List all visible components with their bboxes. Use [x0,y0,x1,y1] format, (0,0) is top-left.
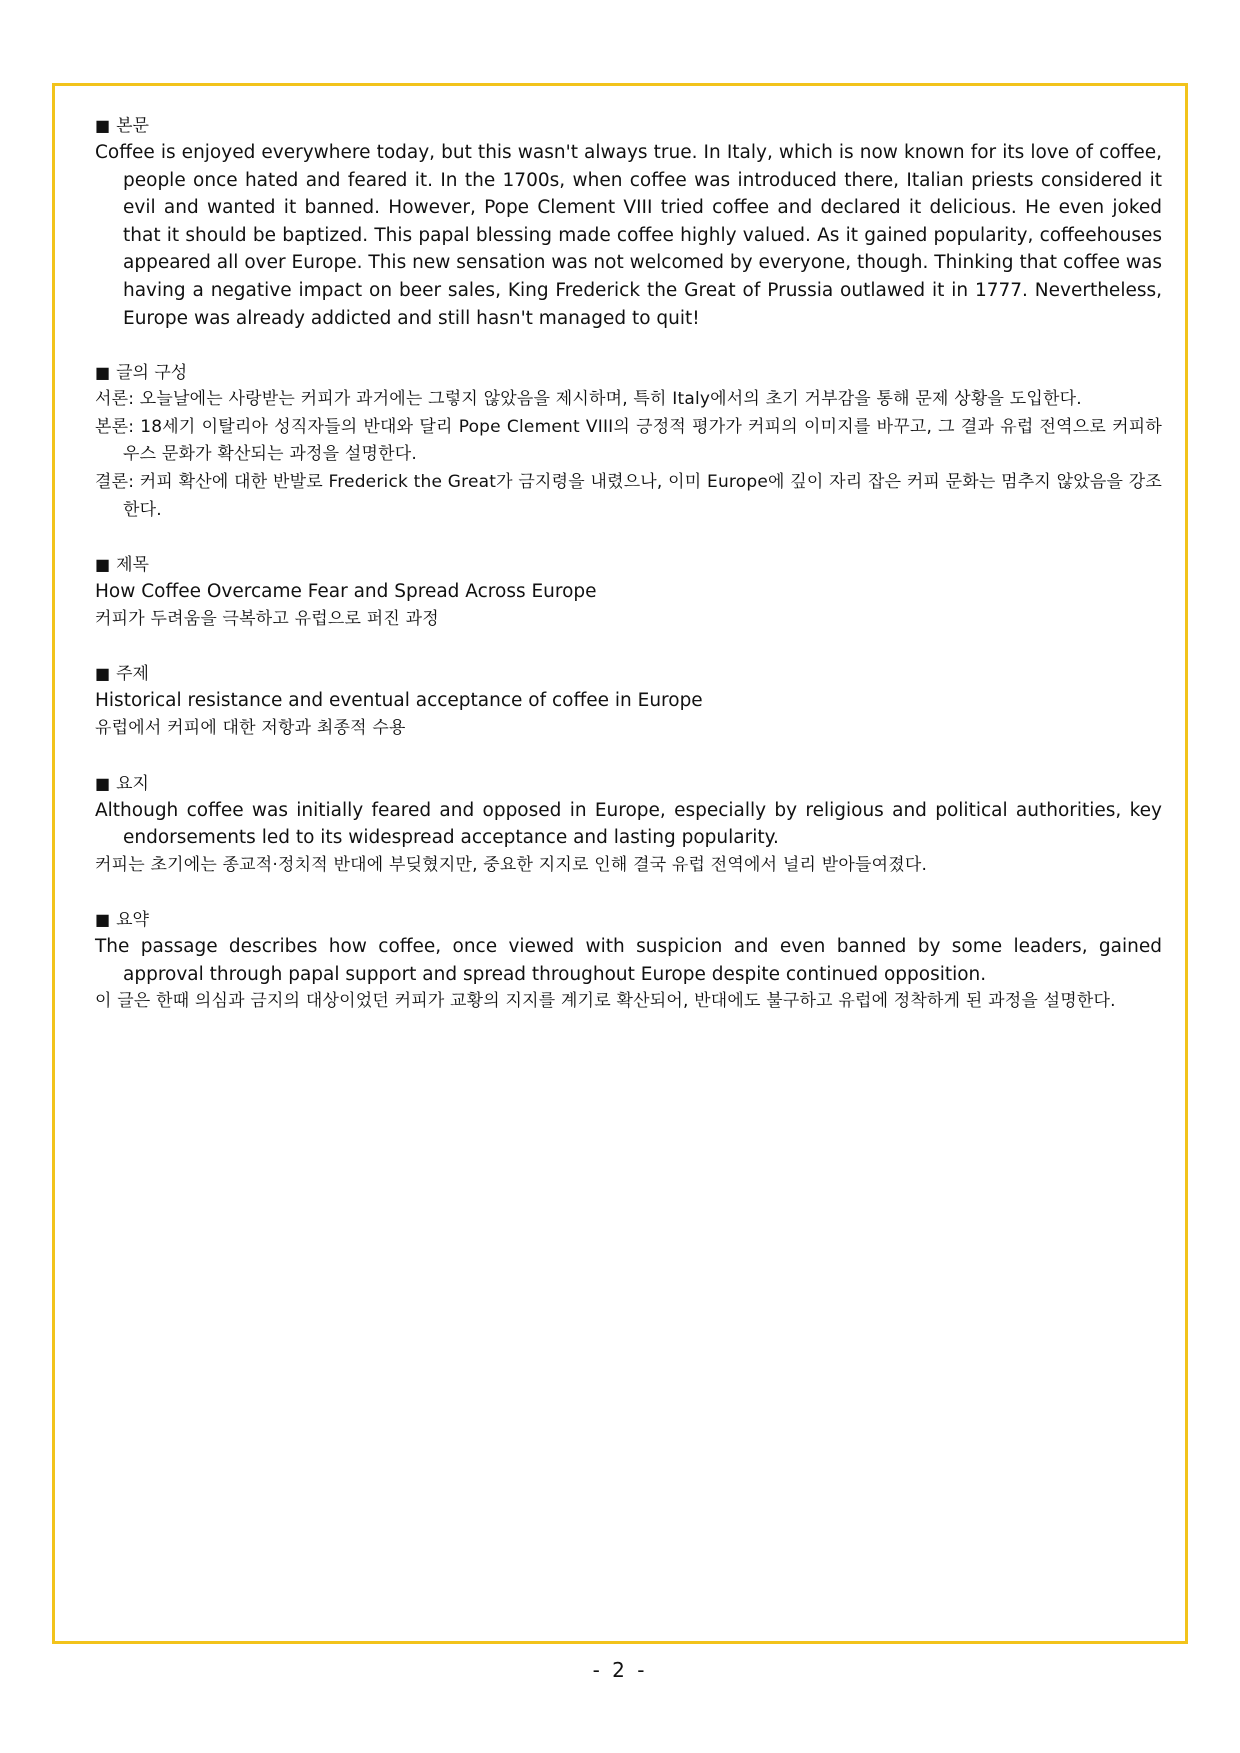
black-square-icon: ■ [95,773,111,793]
section-heading [95,770,1162,797]
title-korean: 커피가 두려움을 극복하고 유럽으로 퍼진 과정 [95,608,439,629]
section-heading [95,359,1162,386]
section-topic [95,660,1162,742]
section-heading [95,551,1162,578]
section-heading [95,906,1162,933]
passage-paragraph: Coffee is enjoyed everywhere today, but this wasn't always true. In Italy, which is now known for its love of coffee, people once hated and feared it. In the 1700s, when coffee was introduced there, Italian priests considered it evil and wanted it banned. However, Pope Clement VIII tried coffee and declared it delicious. He even joked that it should be baptized. This papal blessing made coffee highly valued. As it gained popularity, coffeehouses appeared all over Europe. This new sensation was not welcomed by everyone, though. Thinking that coffee was having a negative impact on beer sales, King Frederick the Great of Prussia outlawed it in 1777. Nevertheless, Europe was already addicted and still hasn't managed to quit! [95,142,1162,329]
section-heading-label: 글의 구성 [116,363,188,384]
summary-english: The passage describes how coffee, once viewed with suspicion and even banned by some leaders, gained approval through papal support and spread throughout Europe despite continued opposition. [95,936,1162,985]
black-square-icon: ■ [95,664,111,684]
structure-conclusion: 결론: 커피 확산에 대한 반발로 Frederick the Great가 금지령을 내렸으나, 이미 Europe에 깊이 자리 잡은 커피 문화는 멈추지 않았음을 강조한다. [95,471,1162,520]
section-body-text [95,112,1162,332]
structure-intro: 서론: 오늘날에는 사랑받는 커피가 과거에는 그렇지 않았음을 제시하며, 특히 Italy에서의 초기 거부감을 통해 문제 상황을 도입한다. [95,389,1082,410]
title-english: How Coffee Overcame Fear and Spread Across Europe [95,581,597,603]
section-summary [95,906,1162,1016]
main-idea-korean: 커피는 초기에는 종교적·정치적 반대에 부딪혔지만, 중요한 지지로 인해 결국 유럽 전역에서 널리 받아들여졌다. [95,854,928,875]
section-heading-label: 요지 [116,773,149,794]
section-heading-label: 주제 [116,664,149,685]
section-structure [95,359,1162,524]
section-heading-label: 본문 [116,116,149,136]
black-square-icon: ■ [95,555,111,575]
page-border-frame [52,83,1188,1644]
section-heading-label: 요약 [116,910,149,931]
black-square-icon: ■ [95,116,111,135]
document-content [95,112,1162,1043]
section-main-idea [95,770,1162,880]
black-square-icon: ■ [95,910,111,930]
section-heading-label: 제목 [116,555,149,576]
page-number: - 2 - [592,1658,648,1682]
topic-english: Historical resistance and eventual acceptance of coffee in Europe [95,690,703,712]
section-heading [95,660,1162,687]
main-idea-english: Although coffee was initially feared and opposed in Europe, especially by religious and political authorities, key endorsements led to its widespread acceptance and lasting popularity. [95,799,1162,849]
black-square-icon: ■ [95,363,111,383]
structure-body: 본론: 18세기 이탈리아 성직자들의 반대와 달리 Pope Clement VIII의 긍정적 평가가 커피의 이미지를 바꾸고, 그 결과 유럽 전역으로 커피하우스 문화가 확산되는 과정을 설명한다. [95,416,1162,465]
section-heading [95,112,1162,139]
topic-korean: 유럽에서 커피에 대한 저항과 최종적 수용 [95,717,406,738]
summary-korean: 이 글은 한때 의심과 금지의 대상이었던 커피가 교황의 지지를 계기로 확산되어, 반대에도 불구하고 유럽에 정착하게 된 과정을 설명한다. [95,991,1116,1012]
section-title [95,551,1162,633]
